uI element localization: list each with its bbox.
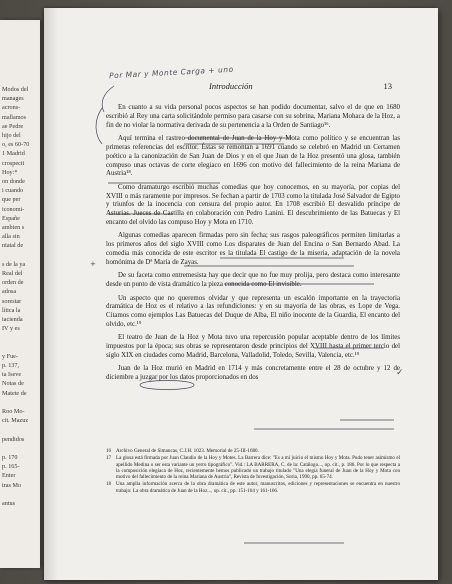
footnote-number: 17 [106, 455, 112, 462]
left-page-text-fragment: lítica la [2, 306, 21, 314]
left-page-text-fragment: 1 Madrid [2, 150, 25, 158]
footnote [106, 481, 400, 494]
left-page-text-fragment: Españe [2, 214, 20, 222]
left-page-text-fragment: ntatal de [2, 242, 24, 250]
bracket-mark-paragraph-1 [96, 108, 102, 144]
left-page-text-fragment: crospecti [2, 159, 25, 167]
margin-check-mark: ✓ [396, 368, 404, 378]
footnotes [106, 448, 400, 495]
running-header [84, 81, 400, 95]
left-page-text-fragment: antus [2, 500, 16, 507]
left-page-text-fragment: Real del [2, 270, 23, 277]
margin-tick-mark: + [90, 260, 96, 268]
footnote-text: La glosa está firmada por Juan Claudio de la Hoy y Motes. La Barrera dice: "Es a mi juicio el mismo Hoy y Mota. Pudo tener asimismo el apellido Medina o ser esta variante un yerro tipográfico". Vid.: LA BARRERA, C. de la: Catálogo..., op. cit., p. 186. Por lo que respecta a la composición elegíaca de Hoz, recientemente hemos publicado un trabajo titulado "Una elegía funeral de Juan de la Hoy y Mota con motivo del fallecimiento de la reina Mariana de Austria", Revista de Investigación, Soria, 1990, pp. 65-74. [116, 455, 400, 481]
left-page-text-fragment: ta Iseve [2, 371, 22, 379]
left-page-text-fragment: sorestar [2, 297, 22, 305]
left-page-text-fragment: Matete de [2, 389, 27, 397]
footnote-number: 18 [106, 481, 112, 488]
left-page-text-fragment: Hoy:* [2, 168, 18, 176]
header-title: Introducción [209, 81, 253, 91]
paragraph-8: Juan de la Hoz murió en Madrid en 1714 y más concretamente entre el 28 de octubre y 12 de diciembre a juzgar por los datos proporcionados en dos [106, 365, 400, 382]
paragraph-7: El teatro de Juan de la Hoz y Mota tuvo una repercusión popular aceptable dentro de los límites impuestos por la época; sus obras se representaron desde principios del XVIII hasta el primer tercio del siglo XIX en ciudades como Madrid, Barcelona, Valladolid, Toledo, Sevilla, Valencia, etc.¹⁹ [106, 334, 400, 360]
left-page-text-fragment: iacienda [2, 316, 23, 323]
left-page-text-fragment: tras Mo [2, 481, 22, 489]
left-page-text-fragment: Modos del [2, 86, 29, 93]
left-page-text-fragment: cit. Mazuz [2, 417, 29, 425]
paragraph-3: Como dramaturgo escribió muchas comedias que hoy conocemos, en su mayoría, por copias del XVIII o más raramente por impresos. Se fechan a partir de 1703 como la titulada José Salvador de Egipto y triunfos de la inocencia con censura del propio autor. En 1708 escribió El desvalido príncipe de Asturias. Jueces de Castilla en colaboración con Pedro Lanini. El descubrimiento de las Batuecas y El encanto del olvido las compuso Hoy y Mota en 1710. [106, 183, 400, 227]
left-page-text-fragment: o, es 60-70 [2, 141, 30, 149]
footnote-text: Una amplia información acerca de la obra dramática de este autor, manuscritos, ediciones y representaciones se encuentra en nuestro trabajo: La obra dramática de Juan de la Hoz..., op. cit., pp. 151-164 y 161-166. [116, 481, 400, 494]
left-page-text-fragment: Notas de [2, 380, 24, 388]
book-page [44, 8, 438, 580]
footnote-number: 16 [106, 448, 112, 454]
left-page-text-fragment: iconomi- [2, 205, 25, 213]
left-page-text-fragment: Roo Mo- [2, 408, 25, 415]
left-page-text-fragment: on donde [2, 178, 25, 185]
paragraph-6: Un aspecto que no queremos olvidar y que representa un escalón importante en la trayectoria dramática de Hoz es el relativo a las refundiciones: y en su mayoría de las obras, es Lope de Vega. Citamos como ejemplos Las Batuecas del Duque de Alba, El niño inocente de la Guardia, El encanto del olvido, etc.¹⁹ [106, 294, 400, 329]
left-page-text-fragment: pendidos [2, 435, 25, 443]
footnote [106, 448, 400, 454]
left-page-text-fragment: acrons- [2, 104, 21, 112]
paragraph-4: Algunas comedias aparecen firmadas pero sin fecha; sus rasgos paleográficos permiten limitarlas a los primeros años del siglo XVIII como Los disparates de Juan del Encina o San Bernardo Abad. La comedia más conocida de este escritor es la titulada El castigo de la miseria, adaptación de la novela homónima de Dª María de Zayas. [106, 232, 400, 266]
paragraph-1: En cuanto a su vida personal pocos aspectos se han podido documentar, salvo el de que en 1680 escribió al Rey una carta solicitándole permiso para casarse con su sobrina, Mariana Mohaca de la Hoz, a fin de no violar la normativa derivada de su pertenencia a la Orden de Santiago¹⁶. [106, 104, 400, 129]
page-gutter-shadow [44, 8, 58, 580]
left-page-text-fragment: Enter [2, 472, 16, 480]
left-page-text-fragment: ae Pedre [2, 122, 24, 130]
left-page-text-fragment: i cuando [2, 187, 24, 195]
left-page-text-fragment: hijo del [2, 132, 21, 139]
body-text [106, 104, 400, 388]
left-page-text-fragment: p. 170 [2, 454, 18, 461]
footnote [106, 455, 400, 480]
left-page-text-fragment: manages [2, 95, 24, 103]
footnote-text: Archivo General de Simancas, C.J.H. 1023. Memorial de 25-III-1680. [116, 448, 259, 454]
left-page-text-fragment: mallamos [2, 113, 27, 121]
left-page-text-fragment: p. 165- [2, 463, 20, 471]
left-page-text-fragment: ambien s [2, 224, 25, 231]
left-page-text-fragment: alla sin [2, 233, 20, 241]
paragraph-2: Aquí termina el rastreo documental de Juan de la Hoy y Mota como político y se encuentran las primeras referencias del escritor. Éstas se remontan a 1691 cuando se celebró en Madrid un Certamen poético a la canonización de San Juan de Dios y en el que Juan de la Hoz presentó una glosa, también compuso unas octavas de corte elegiaco en 1696 con motivo del fallecimiento de la reina Mariana de Austria¹⁸. [106, 135, 400, 178]
left-page-edge [0, 20, 40, 568]
handwritten-annotation: Por Mar y Monte Carga + uno [108, 64, 234, 81]
left-page-text-fragment: y Fue- [2, 352, 18, 360]
paragraph-5: De su faceta como entremesista hay que decir que no fue muy prolija, pero destaca como interesante desde un punto de vista dramático la pieza conocida como El invisible. [106, 272, 400, 289]
page-number: 13 [383, 81, 392, 91]
left-page-text-fragment: IV y es [2, 325, 20, 333]
left-page-text-fragment: p. 137, [2, 362, 20, 369]
left-page-text-fragment: orden de [2, 279, 24, 287]
left-page-text-fragment: s de la ya [2, 260, 26, 268]
left-page-text-fragment: adosa [2, 288, 17, 296]
left-page-text-fragment: que per [2, 196, 21, 204]
